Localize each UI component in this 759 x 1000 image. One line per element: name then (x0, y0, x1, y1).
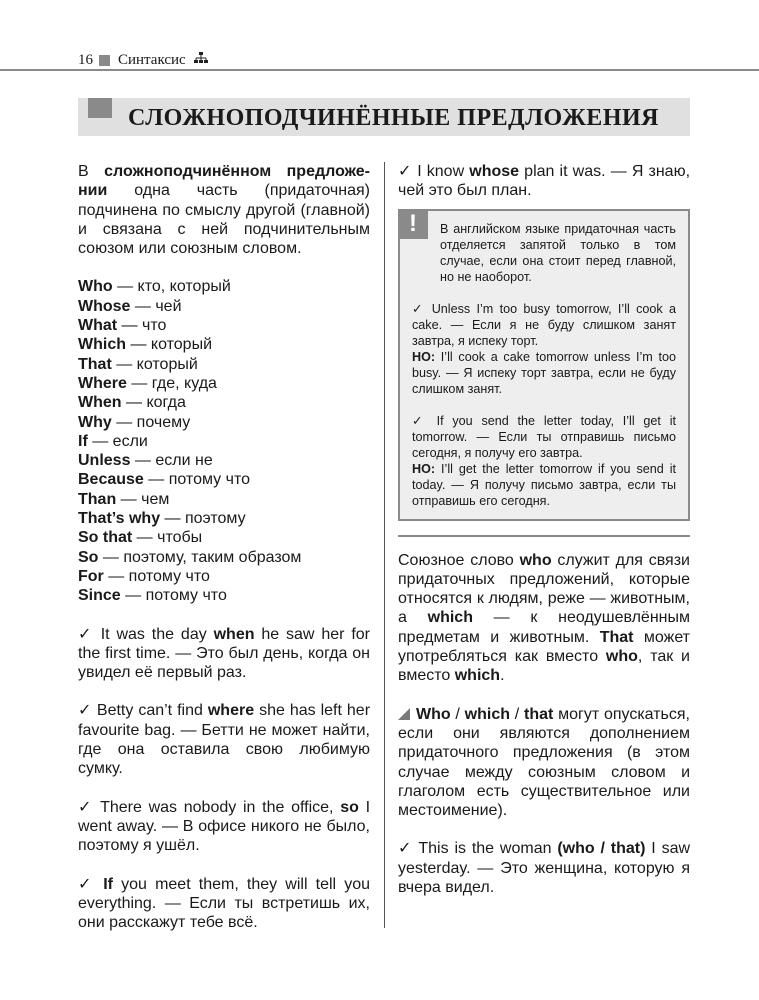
rule-who-which-that: Союзное слово who служит для связи придаточных предложений, которые относятся к людям, реже — животным, а which — к неодушевлённым предметам и животным. That может употребляться как вместо who, так и вместо which. (398, 551, 691, 685)
check-icon: ✓ (78, 702, 92, 720)
list-item: Why — почему (78, 413, 191, 431)
note-example-unless: ✓ Unless I’m too busy tomorrow, I’ll cook a cake. — Если я не буду слишком занят завтра, я испеку торт. (412, 301, 677, 348)
note-but-if: НО: I’ll get the letter tomorrow if you send it today. — Я получу письмо завтра, если ты отправишь его сегодня. (412, 461, 676, 508)
list-item: Unless — если не (78, 452, 213, 470)
title-bar (78, 98, 690, 136)
list-item: Since — потому что (78, 587, 227, 605)
page-header (78, 50, 208, 70)
intro-paragraph: В сложноподчинённом предложе-нии одна часть (придаточная) подчинена по смыслу другой (главной) и связана с ней подчинительным союзом или союзным словом. (78, 163, 370, 258)
example-so: ✓ There was nobody in the office, so I went away. — В офисе никого не было, поэтому я ушёл. (78, 798, 371, 855)
example-whose: ✓ I know whose plan it was. — Я знаю, чей это был план. (398, 163, 691, 200)
example-woman: ✓ This is the woman (who / that) I saw yesterday. — Это женщина, которую я вчера видел. (398, 840, 691, 897)
list-item: Which — который (78, 336, 212, 354)
list-item: When — когда (78, 394, 186, 412)
check-icon: ✓ (78, 875, 96, 893)
section-name: Синтаксис (118, 51, 186, 68)
check-icon: ✓ (78, 798, 94, 816)
triangle-marker-icon (398, 708, 410, 720)
list-item: What — что (78, 317, 167, 335)
exclamation-icon: ! (398, 209, 428, 239)
list-item: That’s why — поэтому (78, 510, 246, 528)
list-item: If — если (78, 432, 148, 450)
example-where: ✓ Betty can’t find where she has left her favourite bag. — Бетти не может найти, где она оставила свою любимую сумку. (78, 702, 371, 778)
column-divider (384, 162, 385, 928)
note-box (398, 209, 690, 521)
conjunction-list (78, 277, 370, 605)
page-title: СЛОЖНОПОДЧИНЁННЫЕ ПРЕДЛОЖЕНИЯ (128, 105, 659, 131)
list-item: Who — кто, который (78, 278, 231, 296)
hierarchy-icon (194, 52, 208, 69)
check-icon: ✓ (398, 163, 413, 180)
list-item: That — который (78, 355, 198, 373)
note-example-if: ✓ If you send the letter today, I’ll get it tomorrow. — Если ты отправишь письмо сегодня, я получу его завтра. (412, 413, 676, 460)
list-item: So that — чтобы (78, 529, 203, 547)
header-square (99, 55, 110, 66)
page-number: 16 (78, 51, 93, 68)
title-square (88, 98, 112, 118)
example-if: ✓ If you meet them, they will tell you everything. — Если ты встретишь их, они расскажут тебе всё. (78, 875, 371, 932)
check-icon: ✓ (412, 413, 428, 428)
note-intro: В английском языке придаточная часть отделяется запятой только в том случае, если она стоит перед главной, но не наоборот. (440, 221, 676, 284)
list-item: Whose — чей (78, 297, 182, 315)
note-but-unless: НО: I’ll cook a cake tomorrow unless I’m too busy. — Я испеку торт завтра, если не буду слишком занят. (412, 349, 676, 396)
check-icon: ✓ (398, 840, 413, 858)
left-column (78, 162, 370, 932)
list-item: Than — чем (78, 490, 170, 508)
check-icon: ✓ (412, 301, 426, 316)
header-rule (0, 69, 759, 71)
list-item: For — потому что (78, 567, 210, 585)
rule-omission: Who / which / that могут опускаться, если они являются дополнением придаточного предложения (в этом случае между союзным словом и глаголом есть существительное или местоимение). (398, 705, 690, 820)
example-when: ✓ It was the day when he saw her for the first time. — Это был день, когда он увидел её первый раз. (78, 625, 371, 682)
list-item: So — поэтому, таким образом (78, 548, 302, 566)
list-item: Because — потому что (78, 471, 250, 489)
right-column (398, 162, 690, 897)
check-icon: ✓ (78, 625, 94, 643)
list-item: Where — где, куда (78, 374, 217, 392)
